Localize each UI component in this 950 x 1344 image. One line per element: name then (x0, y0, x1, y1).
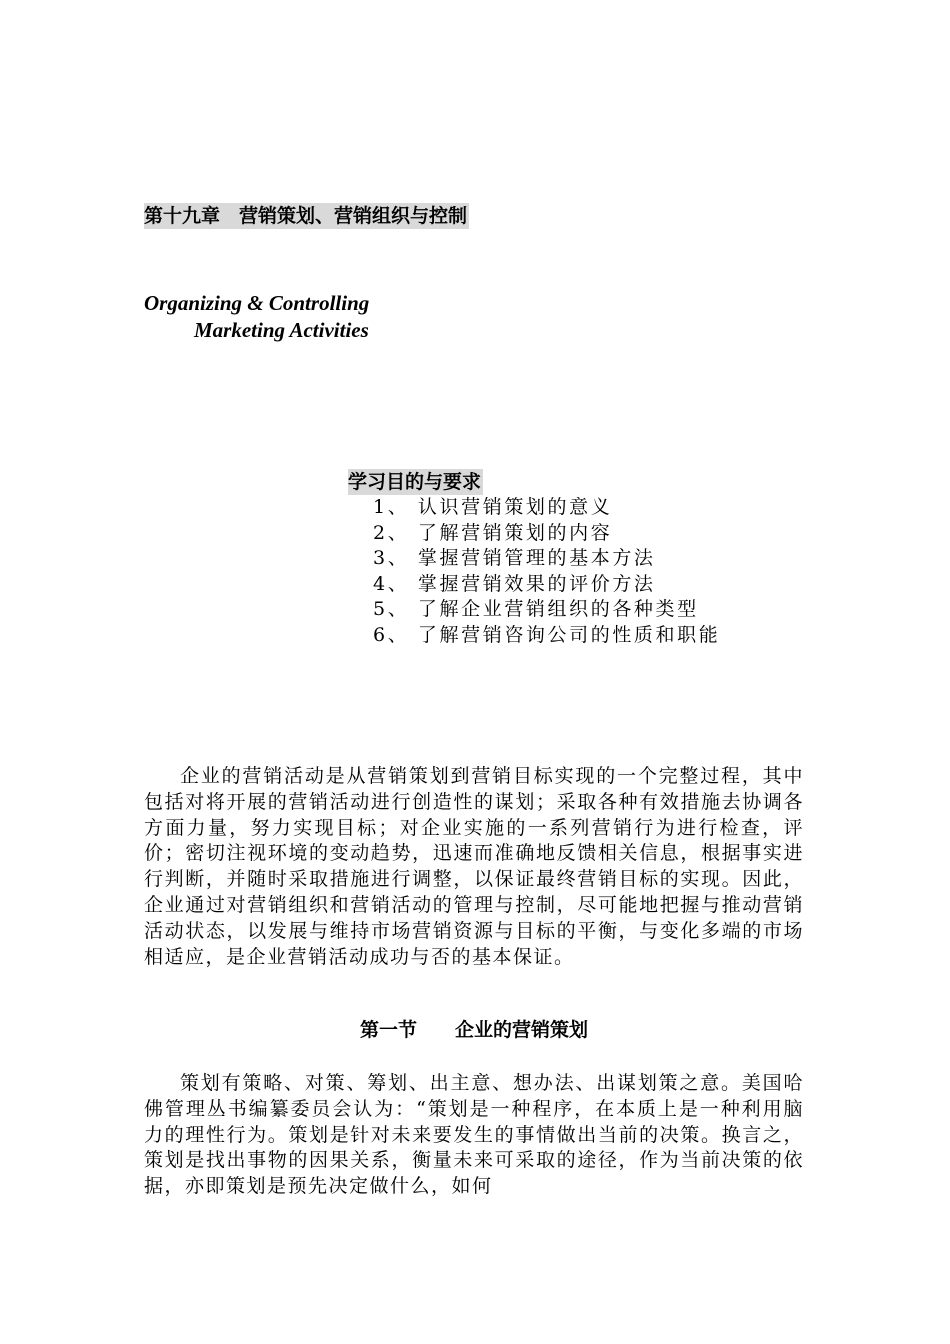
section-paragraph: 策划有策略、对策、筹划、出主意、想办法、出谋划策之意。美国哈佛管理丛书编纂委员会认为：“策划是一种程序，在本质上是一种利用脑力的理性行为。策划是针对未来要发生的事情做出当前的决策。换言之，策划是找出事物的因果关系，衡量未来可采取的途径，作为当前决策的依据，亦即策划是预先决定做什么，如何 (144, 1072, 804, 1198)
english-title-line-1: Organizing & Controlling (144, 291, 370, 315)
objective-item: 6、 了解营销咨询公司的性质和职能 (373, 623, 721, 646)
intro-paragraph: 企业的营销活动是从营销策划到营销目标实现的一个完整过程，其中包括对将开展的营销活动进行创造性的谋划；采取各种有效措施去协调各方面力量，努力实现目标；对企业实施的一系列营销行为进行检查，评价；密切注视环境的变动趋势，迅速而准确地反馈相关信息，根据事实进行判断，并随时采取措施进行调整，以保证最终营销目标的实现。因此，企业通过对营销组织和营销活动的管理与控制，尽可能地把握与推动营销活动状态，以发展与维持市场营销资源与目标的平衡，与变化多端的市场相适应，是企业营销活动成功与否的基本保证。 (144, 765, 804, 968)
chapter-title: 第十九章 营销策划、营销组织与控制 (144, 205, 468, 227)
objective-item: 4、 掌握营销效果的评价方法 (373, 572, 656, 595)
objective-item: 1、 认识营销策划的意义 (373, 496, 613, 518)
objective-item: 2、 了解营销策划的内容 (373, 521, 613, 544)
objective-item: 3、 掌握营销管理的基本方法 (373, 547, 656, 569)
english-title (144, 290, 369, 344)
objective-item: 5、 了解企业营销组织的各种类型 (373, 598, 699, 620)
objectives-list (373, 495, 720, 648)
objectives-heading: 学习目的与要求 (348, 471, 482, 493)
section-title: 第一节 企业的营销策划 (359, 1019, 588, 1041)
english-title-line-2: Marketing Activities (194, 318, 369, 342)
